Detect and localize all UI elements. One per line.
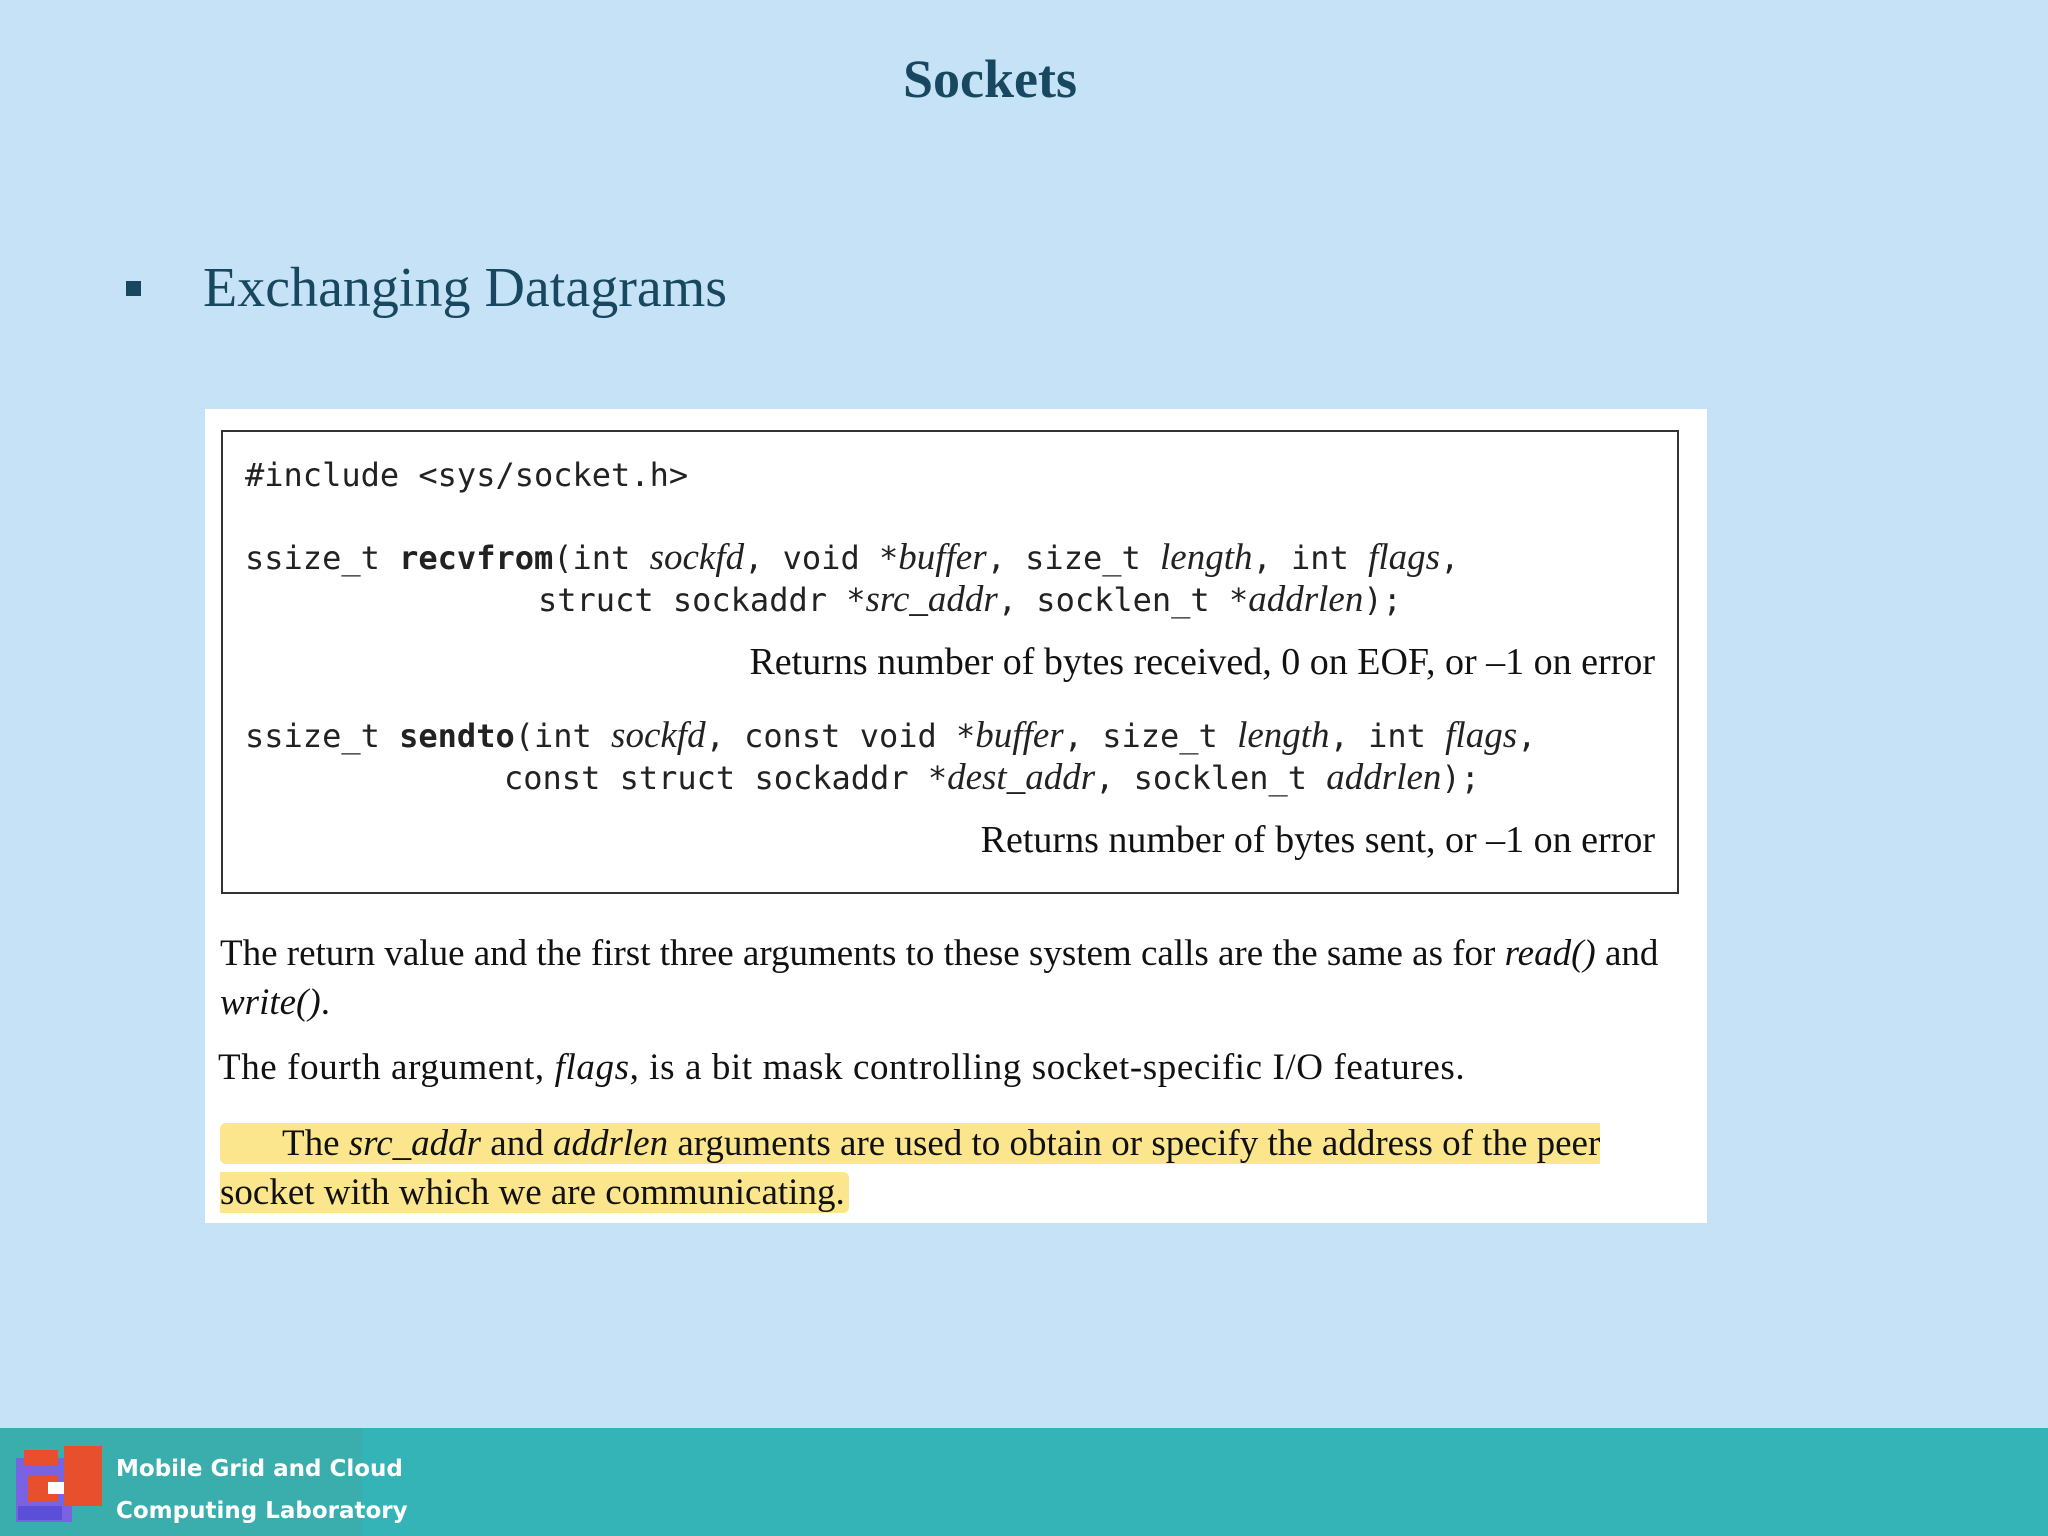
paragraph-return-value: The return value and the first three arguments to these system calls are the same as for read() and write(). — [220, 933, 1659, 1023]
footer-bar — [0, 1428, 2048, 1536]
paragraph-src-addr — [220, 1119, 1695, 1217]
book-excerpt — [205, 409, 1707, 1223]
lab-name: Mobile Grid and Cloud Computing Laboratory — [116, 1456, 408, 1524]
slide-title: Sockets — [903, 49, 1077, 109]
bullet-text: Exchanging Datagrams — [203, 257, 728, 319]
sendto-line-1: ssize_t sendto(int sockfd, const void *buffer, size_t length, int flags, — [245, 715, 1537, 756]
lab-logo-icon — [14, 1446, 104, 1524]
sendto-name: sendto — [399, 717, 515, 755]
recvfrom-line-1: ssize_t recvfrom(int sockfd, void *buffer, size_t length, int flags, — [245, 537, 1460, 578]
recvfrom-returns: Returns number of bytes received, 0 on EOF, or –1 on error — [749, 641, 1655, 683]
sendto-line-2: const struct sockaddr *dest_addr, socklen_t addrlen); — [504, 757, 1480, 798]
include-line: #include <sys/socket.h> — [245, 456, 689, 494]
lab-logo — [0, 1428, 408, 1536]
bullet-item — [126, 256, 727, 320]
paragraph-flags: The fourth argument, flags, is a bit mask controlling socket-specific I/O features. — [218, 1047, 1466, 1088]
bullet-square-icon — [126, 281, 141, 296]
prototype-box — [221, 430, 1679, 894]
sendto-returns: Returns number of bytes sent, or –1 on error — [980, 819, 1655, 861]
recvfrom-name: recvfrom — [399, 539, 554, 577]
highlighted-passage: The src_addr and addrlen arguments are used to obtain or specify the address of the peer socket with which we are communicating. — [220, 1123, 1601, 1213]
recvfrom-line-2: struct sockaddr *src_addr, socklen_t *addrlen); — [538, 579, 1402, 620]
